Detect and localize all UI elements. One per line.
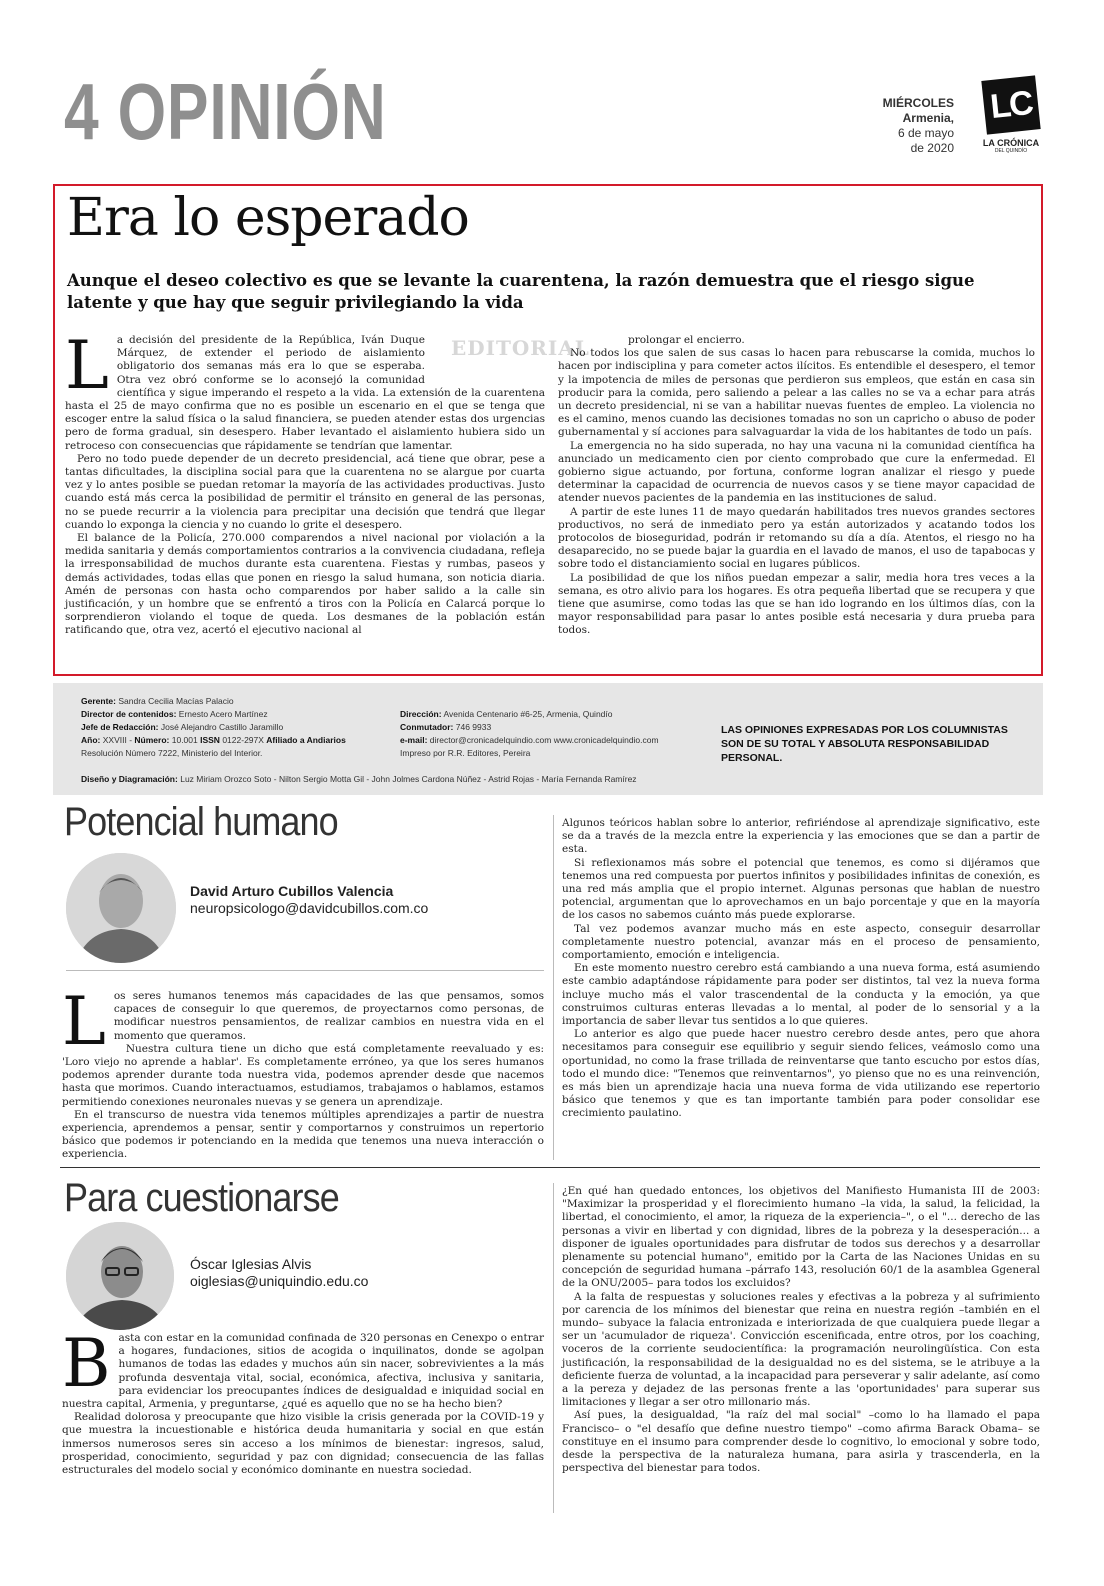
staff-director: Director de contenidos: Ernesto Acero Martínez bbox=[81, 709, 268, 719]
column2-title: Para cuestionarse bbox=[64, 1176, 339, 1220]
staff-resolucion: Resolución Número 7222, Ministerio del Interior. bbox=[81, 748, 263, 758]
staff-disclaimer: LAS OPINIONES EXPRESADAS POR LOS COLUMNISTAS SON DE SU TOTAL Y ABSOLUTA RESPONSABILIDAD PERSONAL. bbox=[721, 724, 1008, 764]
section-title: 4 OPINIÓN bbox=[64, 67, 387, 156]
editorial-column-2 bbox=[558, 334, 1035, 638]
logo-name: LA CRÓNICA bbox=[982, 138, 1040, 148]
column1-dropcap: L bbox=[62, 983, 106, 1060]
staff-conmutador: Conmutador: 746 9933 bbox=[400, 722, 492, 732]
column1-body-left bbox=[62, 983, 544, 1162]
column2-paragraph: Así pues, la desigualdad, "la raíz del mal social" –como lo ha llamado el papa Francisco– o "el desafío que define nuestro tiempo" –como afirma Barack Obama– se constituye en el insumo para comprender desde lo cognitivo, lo emocional y sobre todo, desde la perspectiva de la naturaleza humana, para asirla y trascenderla, en la perspectiva del bienestar para todos. bbox=[562, 1409, 1040, 1475]
editorial-paragraph: A partir de este lunes 11 de mayo quedarán habilitados tres nuevos grandes sectores productivos, no será de inmediato pero ya están autorizados y acatando todos los protocolos de bioseguridad, podrán ir retomando su día a día. Atentos, el riesgo no ha desaparecido, no se puede bajar la guardia en el lavado de manos, el uso de tapabocas y sobre todo el distanciamiento social en lugares públicos. bbox=[558, 505, 1035, 571]
column2-paragraph: asta con estar en la comunidad confinada de 320 personas en Cenexpo o entrar a hogares, fundaciones, sitios de acogida o inquilinatos, donde se agolpan humanos de todas las edades y muchos aún sin nacer, sobrevivientes a la más profunda desventaja vital, social, económica, afectiva, inclusiva y sanitaria, para evidenciar los preocupantes índices de desigualdad e iniquidad social en nuestra capital, Armenia, y preguntarse, ¿qué es aquello que no se ha hecho bien? bbox=[62, 1332, 544, 1411]
staff-impreso: Impreso por R.R. Editores, Pereira bbox=[400, 748, 531, 758]
staff-jefe: Jefe de Redacción: José Alejandro Castillo Jaramillo bbox=[81, 722, 284, 732]
editorial-column-1 bbox=[65, 327, 545, 638]
editorial-headline: Era lo esperado bbox=[67, 188, 469, 248]
editorial-paragraph: La emergencia no ha sido superada, no hay una vacuna ni la comunidad científica ha anunciado un medicamento cien por ciento comprobado que cure la enfermedad. El gobierno sigue actuando, por fortuna, conforme logran analizar el riesgo y puede determinar la capacidad de ocurrencia de nuevos casos y se tiene mayor capacidad de atender nuevos pacientes de la pandemia en las instituciones de salud. bbox=[558, 439, 1035, 505]
logo-mark: LC bbox=[981, 75, 1040, 134]
editorial-paragraph: No todos los que salen de sus casas lo hacen para rebuscarse la comida, muchos lo hacen por indisciplina y para cometer actos ilícitos. Es entendible el desespero, el temor y la impotencia de miles de personas que perdieron sus empleos, que están en casa sin producir para la comida, pero saliendo a pelear a las calles no se va a echar para atrás un decreto presidencial, ni se van a habilitar nuevas fuentes de empleo. La violencia no es el camino, menos cuando las decisiones tomadas no son un capricho o abuso de poder gubernamental y sí acciones para salvaguardar la vida de los habitantes de todo un país. bbox=[558, 347, 1035, 439]
column2-body-right bbox=[562, 1185, 1040, 1475]
section-divider bbox=[60, 1167, 1040, 1168]
editorial-paragraph: La posibilidad de que los niños puedan empezar a salir, media hora tres veces a la semana, es otro alivio para los hogares. Es otra pequeña libertad que se recupera y que tiene que asumirse, como todas las que se han ido logrando en los últimos días, con la mayor responsabilidad para pasar lo antes posible está necesaria y dura prueba para todos. bbox=[558, 571, 1035, 637]
editorial-paragraph: El balance de la Policía, 270.000 comparendos a nivel nacional por violación a la medida sanitaria y demás comportamientos contrarios a la convivencia ciudadana, refleja la irresponsabilidad de muchos durante esta cuarentena. Fiestas y rumbas, paseos y demás actividades, todas ellas que ponen en riesgo la salud humana, son noticia diaria. Amén de personas con hasta ocho comparendos por haber salido a la calle sin justificación, y un hombre que se enfrentó a tiros con la Policía en Calarcá porque lo sorprendieron violando el toque de queda. Los desmanes de la población están ratificando que, otra vez, acertó el ejecutivo nacional al bbox=[65, 532, 545, 637]
staff-gerente: Gerente: Sandra Cecilia Macías Palacio bbox=[81, 696, 234, 706]
city: Armenia, bbox=[902, 111, 954, 125]
newspaper-logo bbox=[980, 78, 1042, 160]
column1-author-email[interactable]: neuropsicologo@davidcubillos.com.co bbox=[190, 900, 429, 916]
date-line-2: de 2020 bbox=[910, 141, 954, 155]
column1-paragraph: Lo anterior es algo que puede hacer nuestro cerebro desde antes, pero que ahora necesitamos para conseguir ese equilibrio y seguir siendo felices, veámoslo como una oportunidad, no como la frase trillada de reinventarse que tanto escucho por estos días, todo el mundo dice: "Tenemos que reinventarnos", yo pienso que no es una reinvención, es más bien un aprendizaje hacia una nueva forma de vida utilizando ese repertorio básico que tenemos y que es tan importante también para poder consolidar ese crecimiento paulatino. bbox=[562, 1028, 1040, 1120]
column2-body-left bbox=[62, 1325, 544, 1477]
column-divider bbox=[553, 1183, 554, 1513]
staff-diseno: Diseño y Diagramación: Luz Miriam Orozco Soto - Nilton Sergio Motta Gil - John Jolmes Cardona Núñez - Astrid Rojas - María Fernanda Ramírez bbox=[81, 774, 637, 784]
column1-paragraph: Tal vez podemos avanzar mucho más en este aspecto, conseguir desarrollar completamente nuestro potencial, avanzar más en el proceso de pensamiento, comportamiento, emoción e inteligencia. bbox=[562, 922, 1040, 962]
column1-author bbox=[190, 883, 428, 917]
column2-paragraph: ¿En qué han quedado entonces, los objetivos del Manifiesto Humanista III de 2003: "Maximizar la prosperidad y el florecimiento humano –la vida, la salud, la felicidad, la libertad, el conocimiento, el amor, la riqueza de la experiencia–", o el "... derecho de las personas a vivir en libertad y con dignidad, libres de la pobreza y la desesperación... a disponer de iguales oportunidades para disfrutar de todos sus derechos y a desarrollar plenamente su potencial humano", emitido por la Carta de las Naciones Unidas en su concepción de seguridad humana –párrafo 143, resolución 60/1 de la asamblea Ggeneral de la ONU/2005– para todos los excluidos? bbox=[562, 1185, 1040, 1290]
editorial-subhead: Aunque el deseo colectivo es que se levante la cuarentena, la razón demuestra que el riesgo sigue latente y que hay que seguir privilegiando la vida bbox=[67, 271, 975, 312]
editorial-paragraph: Pero no todo puede depender de un decreto presidencial, acá tiene que obrar, pese a tantas dificultades, la disciplina social para que la cuarentena no se alargue por cuarta vez y lo antes posible se puedan retomar la mayoría de las actividades productivas. Justo cuando está más cerca la posibilidad de permitir el tránsito en general de las personas, no se puede recurrir a la violencia para precipitar una decisión que tendrá que llegar cuando lo exponga la ciencia y no cuando lo grite el desespero. bbox=[65, 452, 545, 531]
logo-sub: DEL QUINDÍO bbox=[994, 148, 1028, 154]
column2-dropcap: B bbox=[62, 1325, 111, 1402]
weekday: MIÉRCOLES bbox=[882, 96, 954, 110]
author-portrait-icon bbox=[66, 853, 176, 963]
column1-paragraph: En este momento nuestro cerebro está cambiando a una nueva forma, está asumiendo este cambio adaptándose rápidamente para poder ser distintos, tal vez la nueva forma incluye mucho más el valor trascendental de la conducta y la emoción, ya que construimos culturas enteras llevadas a lo mental, al poder de lo sensorial y a la importancia de saber llevar tus sentidos a lo que quieres. bbox=[562, 962, 1040, 1028]
staff-email: e-mail: director@cronicadelquindio.com www.cronicadelquindio.com bbox=[400, 735, 659, 745]
column1-author-photo bbox=[66, 853, 176, 963]
staff-box bbox=[53, 683, 1043, 795]
column1-paragraph: Algunos teóricos hablan sobre lo anterior, refiriéndose al aprendizaje significativo, este se da a través de la mezcla entre la experiencia y las emociones que se dan a partir de esta. bbox=[562, 817, 1040, 856]
column1-paragraph: Nuestra cultura tiene un dicho que está completamente reevaluado y es: 'Loro viejo no aprende a hablar'. Es completamente erróneo, ya que los seres humanos podemos aprender durante toda nuestra vida, podemos aprender desde que nacemos hasta que morimos. Cuando interactuamos, estudiamos, trabajamos o hablamos, estamos permitiendo conexiones neuronales nuevas y se genera un aprendizaje. bbox=[62, 1042, 544, 1108]
editorial-box bbox=[53, 184, 1043, 676]
editorial-dropcap: L bbox=[65, 327, 109, 404]
column1-title: Potencial humano bbox=[64, 800, 338, 844]
column2-paragraph: Realidad dolorosa y preocupante que hizo visible la crisis generada por la COVID-19 y que muestra la incuestionable e histórica deuda humanitaria y social en que están inmersos numerosos seres sin acceso a los mínimos de bienestar: ingresos, salud, prosperidad, conocimiento, seguridad y paz con dignidad; consecuencia de las fallas estructurales del modelo social y económico dominante en nuestra sociedad. bbox=[62, 1411, 544, 1477]
editorial-paragraph: prolongar el encierro. bbox=[628, 334, 745, 346]
column2-author-email[interactable]: oiglesias@uniquindio.edu.co bbox=[190, 1273, 369, 1289]
column2-author bbox=[190, 1256, 368, 1290]
column2-author-name: Óscar Iglesias Alvis bbox=[190, 1256, 312, 1272]
date-block bbox=[883, 96, 954, 156]
column1-paragraph: os seres humanos tenemos más capacidades de las que pensamos, somos capaces de conseguir lo que queremos, de proyectarnos como personas, de modificar nuestros pensamientos, de realizar cambios en nuestra vida en el momento que queramos. bbox=[113, 990, 544, 1042]
author-portrait-icon bbox=[66, 1222, 174, 1330]
divider bbox=[66, 970, 544, 971]
editorial-label: EDITORIAL bbox=[451, 336, 590, 360]
column1-paragraph: Si reflexionamos más sobre el potencial que tenemos, es como si dijéramos que tenemos una red compuesta por puertos infinitos y posibilidades infinitas de conexión, es una red más amplia que el propio internet. Algunas personas que hablan de nuestro potencial, argumentan que lo aprovechamos en un bajo porcentaje y que en la mayoría de los casos no sabemos cuánto más puede explorarse. bbox=[562, 856, 1040, 922]
column2-author-photo bbox=[66, 1222, 174, 1330]
column2-paragraph: A la falta de respuestas y soluciones reales y efectivas a la pobreza y al sufrimiento por carencia de los mínimos del bienestar que reina en nuestra región –también en el mundo– subyace la falacia entronizada e interiorizada de que cualquiera puede llegar a ser un 'acumulador de riqueza'. Convicción escenificada, entre otros, por los coaching, voceros de la corriente seudocientífica: la programación neurolingüística. Con esta justificación, la responsabilidad de la desigualdad no es del sistema, se le atribuye a la deficiente fuerza de voluntad, a la incapacidad para perseverar y salir adelante, así como a la pereza y dejadez de las personas frente a las 'oportunidades' para superar sus limitaciones y llegar a ser otro millonario más. bbox=[562, 1290, 1040, 1409]
column1-body-right bbox=[562, 817, 1040, 1121]
staff-registro: Año: XXVIII - Número: 10.001 ISSN 0122-297X Afiliado a Andiarios bbox=[81, 735, 346, 745]
column1-paragraph: En el transcurso de nuestra vida tenemos múltiples aprendizajes a partir de nuestra experiencia, aprendemos a pensar, sentir y comportarnos y construimos un repertorio básico que podemos ir potenciando en la medida que tenemos una nueva interacción o experiencia. bbox=[62, 1108, 544, 1161]
editorial-paragraph: a decisión del presidente de la República, Iván Duque Márquez, de extender el periodo de aislamiento obligatorio dos semanas más era lo que se esperaba. Otra vez obró conforme se lo aconsejó la comunidad científica y sigue imperando el respeto a la vida. La extensión de la cuarentena hasta el 25 de mayo confirma que no es posible un escenario en el que se tenga que escoger entre la salud física o la salud financiera, se pueden atender estas dos urgencias pero de forma gradual, sin desespero. Haber levantado el aislamiento hubiera sido un retroceso con consecuencias que rápidamente se tendrían que lamentar. bbox=[65, 334, 545, 452]
column-divider bbox=[553, 815, 554, 1160]
date-line-1: 6 de mayo bbox=[897, 126, 954, 140]
staff-direccion: Dirección: Avenida Centenario #6-25, Armenia, Quindío bbox=[400, 709, 613, 719]
column1-author-name: David Arturo Cubillos Valencia bbox=[190, 883, 394, 899]
